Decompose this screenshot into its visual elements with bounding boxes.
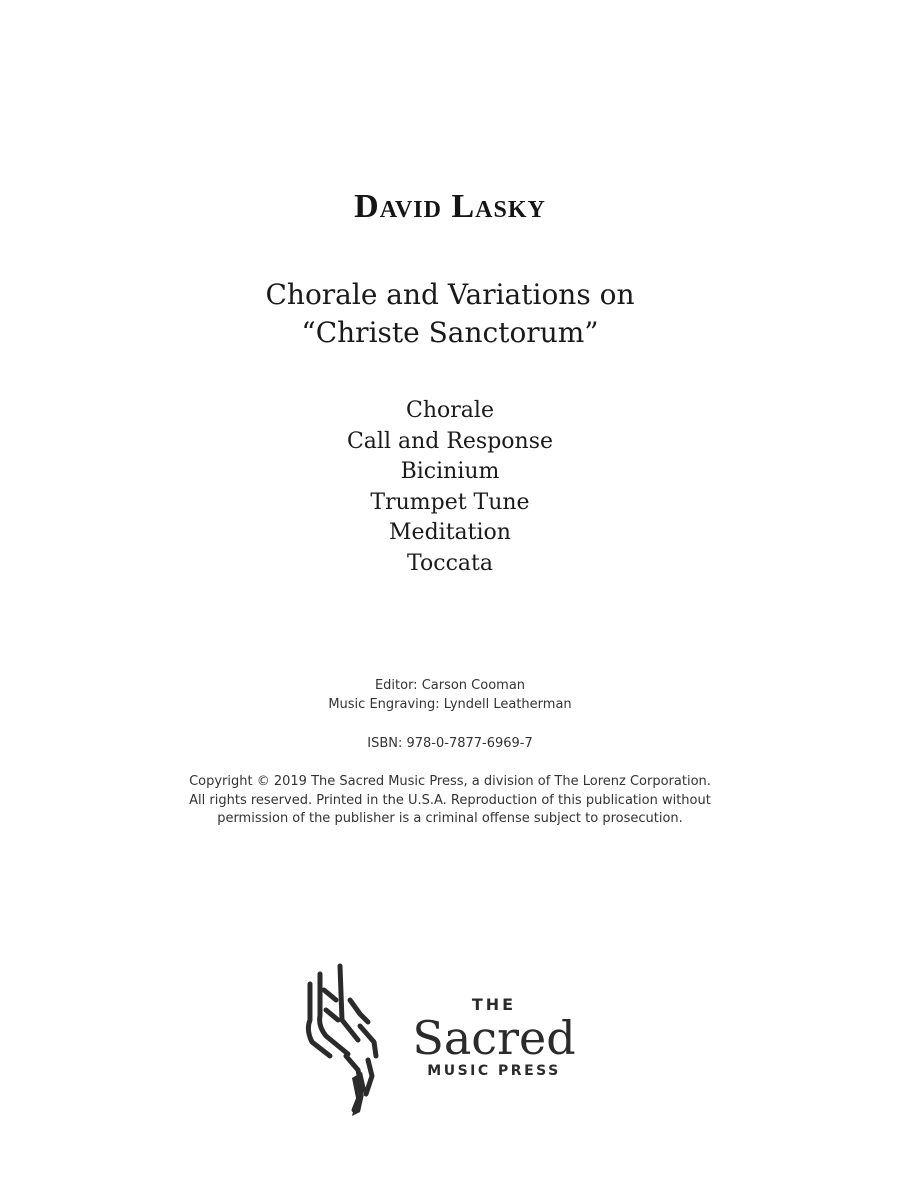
credits: [0, 676, 900, 714]
copyright-notice: [0, 773, 900, 829]
copyright-line: permission of the publisher is a criminal offense subject to prosecution.: [217, 811, 683, 826]
publisher-logo: [296, 960, 606, 1120]
logo-the: THE: [471, 995, 517, 1014]
work-title-line-2: “Christe Sanctorum”: [301, 316, 599, 349]
logo-sacred: Sacred: [412, 1011, 576, 1065]
work-title: [0, 276, 900, 352]
engraving-credit: Music Engraving: Lyndell Leatherman: [328, 697, 572, 712]
publisher-wordmark: [394, 996, 594, 1080]
movement-item: Trumpet Tune: [370, 489, 530, 515]
work-title-line-1: Chorale and Variations on: [265, 278, 635, 311]
copyright-line: Copyright © 2019 The Sacred Music Press, a division of The Lorenz Corporation.: [189, 774, 711, 789]
movement-item: Chorale: [406, 398, 494, 423]
movement-item: Toccata: [407, 550, 493, 576]
copyright-line: All rights reserved. Printed in the U.S.A. Reproduction of this publication without: [189, 792, 711, 808]
isbn: ISBN: 978-0-7877-6969-7: [367, 736, 533, 751]
logo-music-press: MUSIC PRESS: [427, 1063, 561, 1079]
editor-credit: Editor: Carson Cooman: [374, 678, 526, 693]
movement-list: [0, 396, 900, 580]
movement-item: Meditation: [389, 520, 511, 546]
movement-item: Bicinium: [400, 459, 500, 485]
composer-name: David Lasky: [354, 188, 546, 225]
movement-item: Call and Response: [346, 428, 554, 454]
pipe-organ-icon: [296, 960, 396, 1120]
